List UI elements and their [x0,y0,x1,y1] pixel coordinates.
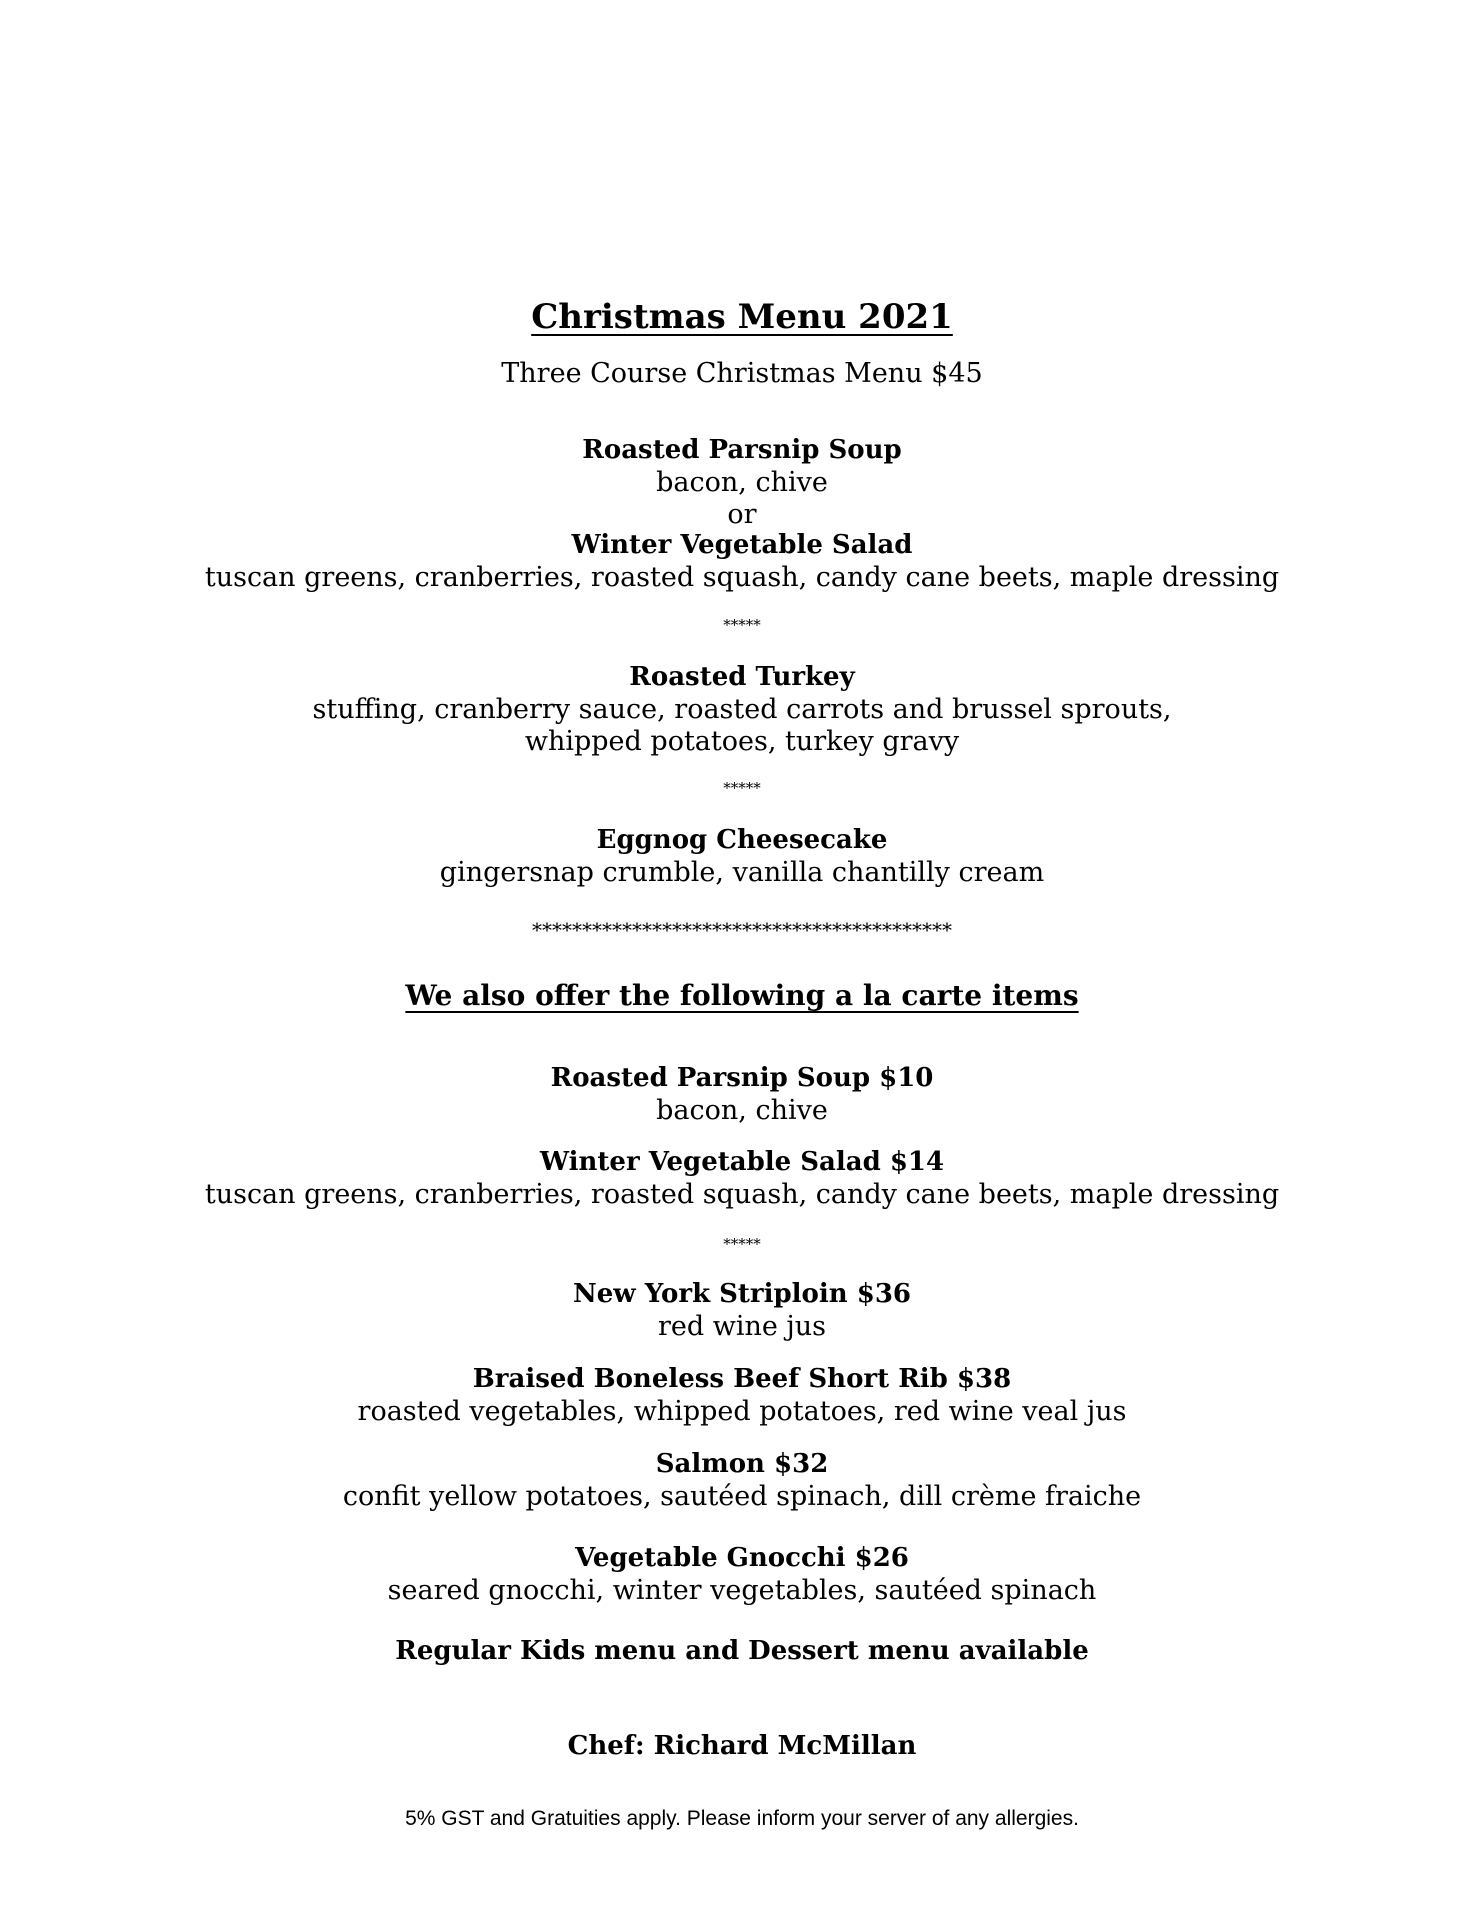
set-main-desc-line1: stuffing, cranberry sauce, roasted carrots and brussel sprouts, [312,694,1172,725]
a-la-carte-item-name: New York Striploin $36 [572,1279,911,1309]
a-la-carte-item-desc: red wine jus [657,1311,827,1342]
a-la-carte-item-desc: confit yellow potatoes, sautéed spinach, dill crème fraiche [342,1481,1142,1512]
course-separator: ***** [723,779,761,797]
a-la-carte-heading: We also offer the following a la carte items [405,979,1079,1012]
chef-credit: Chef: Richard McMillan [567,1731,917,1761]
a-la-carte-item-desc: seared gnocchi, winter vegetables, sautéed spinach [387,1575,1097,1606]
a-la-carte-item-desc: roasted vegetables, whipped potatoes, red wine veal jus [357,1396,1127,1427]
a-la-carte-item-name: Braised Boneless Beef Short Rib $38 [472,1364,1012,1394]
set-starter-or: or [727,499,757,530]
set-starter-1-desc: bacon, chive [656,467,828,498]
set-starter-1-name: Roasted Parsnip Soup [582,435,902,465]
page-title: Christmas Menu 2021 [531,297,953,337]
a-la-carte-item-desc: bacon, chive [656,1095,828,1126]
a-la-carte-item-name: Winter Vegetable Salad $14 [539,1147,945,1177]
page-subtitle: Three Course Christmas Menu $45 [501,358,983,389]
section-separator: ****************************************** [532,918,952,942]
set-dessert-desc: gingersnap crumble, vanilla chantilly cream [439,857,1045,888]
a-la-carte-item-desc: tuscan greens, cranberries, roasted squash, candy cane beets, maple dressing [204,1179,1280,1210]
set-main-name: Roasted Turkey [629,662,855,692]
course-separator: ***** [723,616,761,634]
kids-menu-note: Regular Kids menu and Dessert menu available [395,1636,1089,1666]
a-la-carte-item-name: Roasted Parsnip Soup $10 [550,1063,934,1093]
a-la-carte-item-name: Vegetable Gnocchi $26 [575,1543,909,1573]
set-main-desc-line2: whipped potatoes, turkey gravy [524,726,960,757]
a-la-carte-item-name: Salmon $32 [655,1449,829,1479]
set-starter-2-desc: tuscan greens, cranberries, roasted squash, candy cane beets, maple dressing [204,562,1280,593]
set-dessert-name: Eggnog Cheesecake [596,825,888,855]
footer-note: 5% GST and Gratuities apply. Please inform your server of any allergies. [405,1807,1079,1830]
set-starter-2-name: Winter Vegetable Salad [571,530,913,560]
course-separator: ***** [723,1235,761,1253]
